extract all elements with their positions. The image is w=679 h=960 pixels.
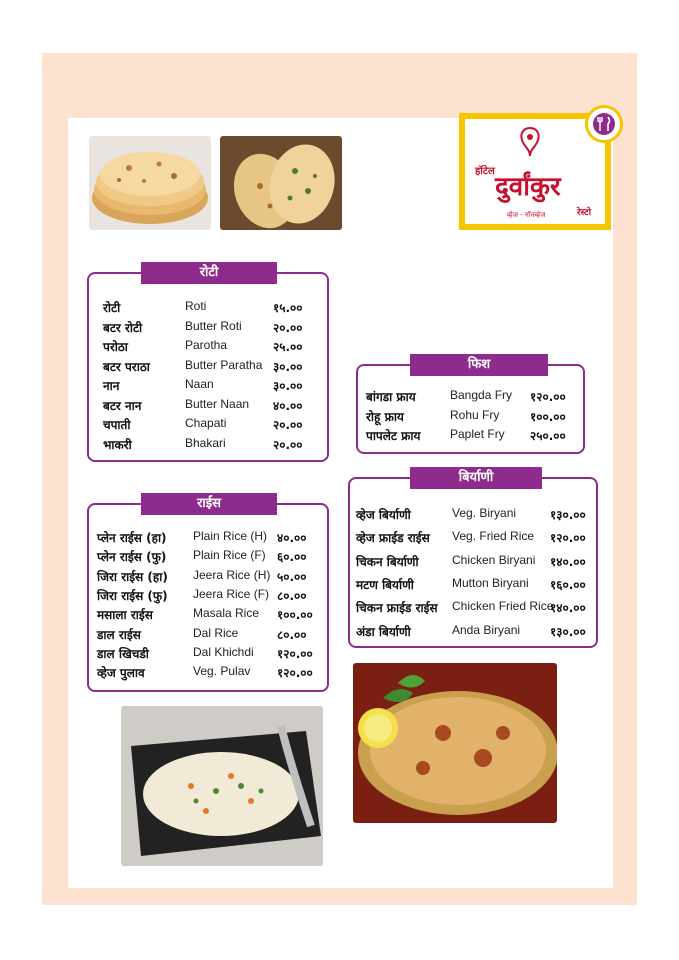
item-name-marathi: बटर रोटी [103,320,143,335]
biryani-menu-item [350,553,596,572]
item-name-english: Dal Rice [193,625,239,640]
rice-menu-item [89,645,327,664]
item-name-marathi: जिरा राईस (फु) [97,588,168,603]
item-name-marathi: प्लेन राईस (फु) [97,550,167,565]
fish-section [356,357,585,454]
item-name-english: Plain Rice (F) [193,548,266,563]
roti-menu-item [89,358,327,377]
item-name-marathi: मसाला राईस [97,608,153,623]
item-name-english: Plain Rice (H) [193,529,268,543]
biryani-photo [353,663,557,823]
item-name-marathi: बांगडा फ्राय [366,390,416,404]
item-name-english: Veg. Biryani [452,506,517,520]
logo-prefix: हॉटेल [475,166,495,177]
item-name-marathi: नान [103,379,120,393]
roti-menu-item [89,299,327,318]
biryani-menu-item [350,576,596,595]
item-price: १६०.०० [550,577,586,592]
item-name-marathi: चपाती [103,418,131,432]
item-name-marathi: जिरा राईस (हा) [97,569,168,584]
biryani-section [348,470,598,648]
item-name-marathi: रोहू फ्राय [366,409,404,424]
fish-menu-item [358,427,583,446]
item-name-marathi: बटर नान [103,398,142,413]
item-name-english: Veg. Pulav [193,664,251,679]
item-name-marathi: अंडा बिर्याणी [356,624,411,639]
item-name-marathi: परोठा [103,340,128,354]
fish-menu-item [358,408,583,427]
item-name-english: Bhakari [185,435,226,450]
item-name-marathi: पापलेट फ्राय [366,429,421,443]
item-price: २५०.०० [530,429,566,443]
roti-menu-item [89,397,327,416]
item-name-marathi: मटण बिर्याणी [356,577,414,592]
item-name-english: Bangda Fry [450,388,513,402]
item-name-marathi: चिकन बिर्याणी [356,554,419,569]
rice-menu-item [89,529,327,548]
item-name-marathi: चिकन फ्राईड राईस [356,601,438,616]
roti-menu-item [89,436,327,455]
item-name-marathi: डाल खिचडी [97,646,149,661]
item-name-marathi: व्हेज बिर्याणी [356,508,411,522]
item-name-english: Jeera Rice (F) [193,586,270,601]
roti-menu-item [89,416,327,435]
item-name-marathi: बटर पराठा [103,359,150,374]
item-name-english: Dal Khichdi [193,644,254,659]
item-price: ४०.०० [277,531,307,545]
item-name-english: Mutton Biryani [452,575,529,590]
item-name-english: Veg. Fried Rice [452,529,535,544]
rice-menu-item [89,587,327,606]
item-name-marathi: व्हेज पुलाव [97,666,145,681]
fish-title: फिश [410,354,548,376]
item-name-english: Chicken Biryani [452,552,536,567]
rice-menu-item [89,664,327,683]
item-price: १००.०० [530,409,566,424]
item-price: १२०.०० [550,531,586,546]
roti-menu-item [89,338,327,357]
item-name-marathi: रोटी [103,301,121,315]
item-price: २०.०० [273,320,303,335]
item-price: १३०.०० [550,508,586,522]
rice-section [87,496,329,692]
rice-title: राईस [141,493,277,515]
rice-menu-item [89,548,327,567]
item-name-english: Parotha [185,338,228,352]
item-name-english: Rohu Fry [450,407,500,422]
rice-menu-item [89,568,327,587]
logo-subtitle: व्हेज - नॉनव्हेज [507,211,546,219]
item-name-english: Naan [185,377,214,391]
item-price: १४०.०० [550,554,586,569]
biryani-menu-item [350,599,596,618]
item-price: ८०.०० [277,627,307,642]
fish-menu-item [358,388,583,407]
item-price: १४०.०० [550,601,586,616]
item-price: ५०.०० [277,569,307,584]
item-price: १२०.०० [277,666,313,681]
item-price: १२०.०० [530,390,566,404]
item-name-english: Paplet Fry [450,427,505,441]
roti-section [87,265,329,462]
item-price: २५.०० [273,340,303,354]
roti-title: रोटी [141,262,277,284]
item-name-marathi: भाकरी [103,437,132,452]
item-price: ६०.०० [277,550,307,565]
item-price: २०.०० [273,437,303,452]
roti-menu-item [89,377,327,396]
fried-rice-photo [121,706,323,866]
item-price: १२०.०० [277,646,313,661]
chapati-photo [89,136,211,230]
ganesha-emblem-icon [515,125,545,159]
item-name-marathi: डाल राईस [97,627,141,642]
logo-name: दुर्वांकुर [495,172,561,202]
item-price: ४०.०० [273,398,303,413]
item-name-english: Butter Roti [185,318,242,333]
item-price: ३०.०० [273,359,303,374]
item-name-marathi: प्लेन राईस (हा) [97,531,167,545]
rice-menu-item [89,626,327,645]
item-price: २०.०० [273,418,303,432]
item-name-english: Butter Naan [185,396,250,411]
logo-tag: रेस्टो [577,208,592,218]
item-name-english: Butter Paratha [185,357,263,372]
item-name-english: Chapati [185,416,227,430]
cutlery-icon [585,105,623,143]
item-price: १३०.०० [550,624,586,639]
item-name-marathi: व्हेज फ्राईड राईस [356,531,430,546]
item-price: १५.०० [273,301,303,315]
item-price: १००.०० [277,608,313,623]
biryani-menu-item [350,623,596,642]
naan-photo [220,136,342,230]
item-name-english: Jeera Rice (H) [193,567,271,582]
item-name-english: Chicken Fried Rice [452,599,554,614]
biryani-menu-item [350,529,596,548]
item-name-english: Anda Biryani [452,622,521,637]
item-name-english: Roti [185,299,207,313]
item-price: ३०.०० [273,379,303,393]
item-name-english: Masala Rice [193,606,260,621]
roti-menu-item [89,319,327,338]
item-price: ८०.०० [277,588,307,603]
rice-menu-item [89,606,327,625]
biryani-title: बिर्याणी [410,467,542,489]
biryani-menu-item [350,506,596,525]
